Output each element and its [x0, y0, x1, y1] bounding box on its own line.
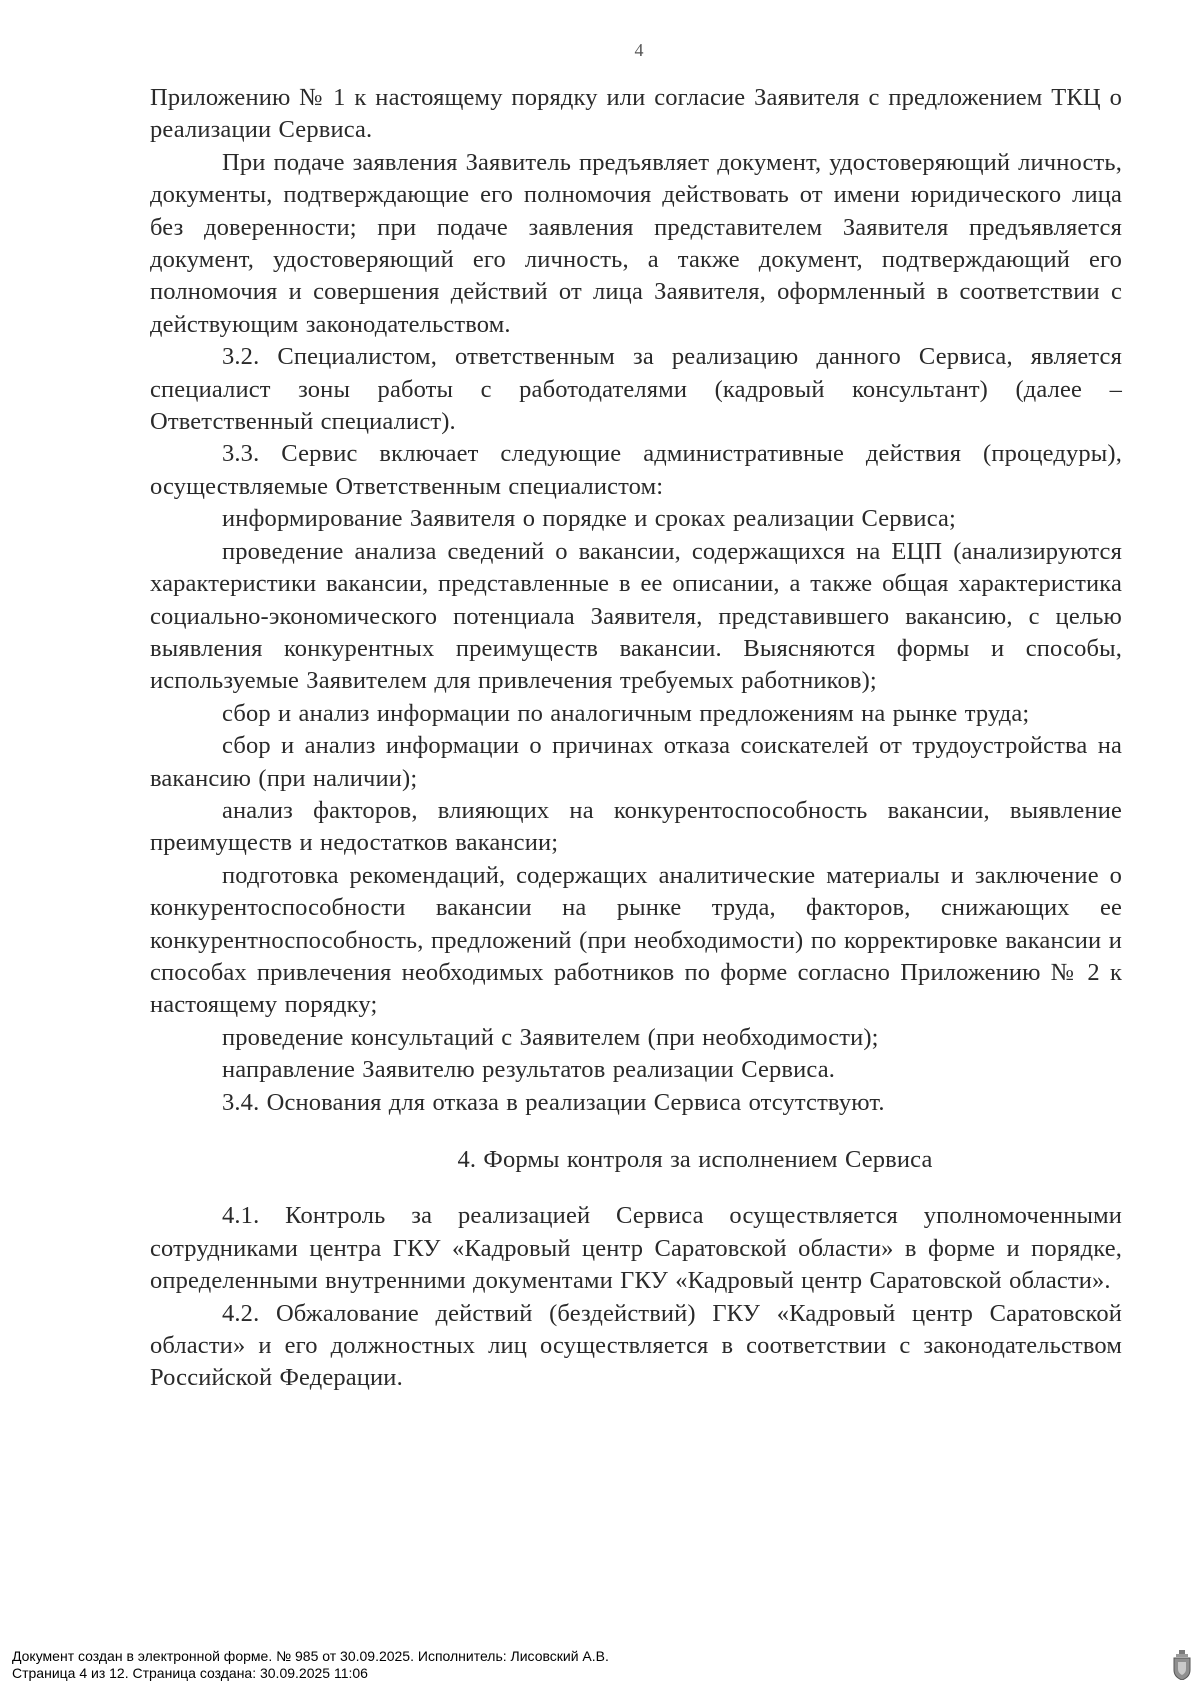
paragraph-4-1: 4.1. Контроль за реализацией Сервиса осуществляется уполномоченными сотрудниками центра ГКУ «Кадровый центр Саратовской области» в форме и порядке, определенными внутренними документами ГКУ «Кадровый центр Саратовской области». [150, 1202, 1122, 1295]
paragraph-continuation: Приложению № 1 к настоящему порядку или согласие Заявителя с предложением ТКЦ о реализации Сервиса. [150, 84, 1122, 144]
list-item-informing: информирование Заявителя о порядке и сроках реализации Сервиса; [222, 505, 956, 533]
paragraph-4-2: 4.2. Обжалование действий (бездействий) ГКУ «Кадровый центр Саратовской области» и его должностных лиц осуществляется в соответствии с законодательством Российской Федерации. [150, 1299, 1122, 1392]
page-number: 4 [634, 40, 644, 60]
list-item-recommendations: подготовка рекомендаций, содержащих аналитические материалы и заключение о конкурентоспособности вакансии на рынке труда, факторов, снижающих ее конкурентноспособность, предложений (при необходимости) по корректировке вакансии и способах привлечения необходимых работников по форме согласно Приложению № 2 к настоящему порядку; [150, 861, 1122, 1019]
list-item-factors: анализ факторов, влияющих на конкурентоспособность вакансии, выявление преимуществ и недостатков вакансии; [150, 796, 1122, 857]
list-item-results: направление Заявителю результатов реализации Сервиса. [222, 1056, 836, 1084]
list-item-refusal-reasons: сбор и анализ информации о причинах отказа соискателей от трудоустройства на вакансию (при наличии); [150, 732, 1122, 792]
electronic-document-footer [12, 1648, 609, 1682]
footer-line-document: Документ создан в электронной форме. № 985 от 30.09.2025. Исполнитель: Лисовский А.В. [12, 1648, 609, 1664]
coat-of-arms-icon [1172, 1650, 1192, 1680]
paragraph-documents: При подаче заявления Заявитель предъявляет документ, удостоверяющий личность, документы, подтверждающие его полномочия действовать от имени юридического лица без доверенности; при подаче заявления представителем Заявителя предъявляется документ, удостоверяющий его личность, а также документ, подтверждающий его полномочия и совершения действий от лица Заявителя, оформленный в соответствии с действующим законодательством. [150, 148, 1122, 338]
footer-line-page: Страница 4 из 12. Страница создана: 30.09.2025 11:06 [12, 1665, 368, 1681]
section-4-heading: 4. Формы контроля за исполнением Сервиса [457, 1146, 933, 1173]
paragraph-3-4: 3.4. Основания для отказа в реализации Сервиса отсутствуют. [222, 1088, 885, 1116]
list-item-market-info: сбор и анализ информации по аналогичным предложениям на рынке труда; [222, 699, 1030, 727]
list-item-consultations: проведение консультаций с Заявителем (при необходимости); [222, 1023, 879, 1051]
list-item-analysis: проведение анализа сведений о вакансии, содержащихся на ЕЦП (анализируются характеристики вакансии, представленные в ее описании, а также общая характеристика социально-экономического потенциала Заявителя, представившего вакансию, с целью выявления конкурентных преимуществ вакансии. Выясняются формы и способы, используемые Заявителем для привлечения требуемых работников); [150, 537, 1122, 695]
paragraph-3-2: 3.2. Специалистом, ответственным за реализацию данного Сервиса, является специалист зоны работы с работодателями (кадровый консультант) (далее – Ответственный специалист). [150, 343, 1122, 436]
document-body [150, 82, 1122, 1395]
paragraph-3-3: 3.3. Сервис включает следующие административные действия (процедуры), осуществляемые Ответственным специалистом: [150, 440, 1122, 500]
